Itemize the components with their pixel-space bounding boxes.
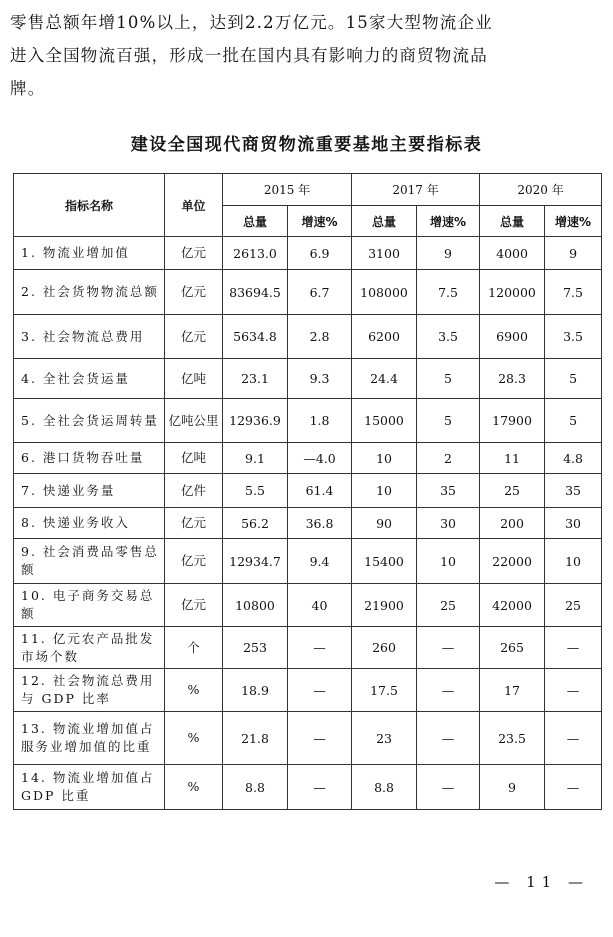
total-value: 24.4 <box>352 359 417 399</box>
header-total: 总量 <box>480 206 545 237</box>
growth-value: — <box>417 765 480 810</box>
table-row <box>14 669 602 712</box>
table-row <box>14 237 602 270</box>
total-value: 8.8 <box>223 765 288 810</box>
growth-value: 36.8 <box>288 508 352 539</box>
total-value: 2613.0 <box>223 237 288 270</box>
total-value: 5.5 <box>223 474 288 508</box>
growth-value: 35 <box>545 474 602 508</box>
indicator-name: 7. 快递业务量 <box>14 474 165 508</box>
indicator-name: 4. 全社会货运量 <box>14 359 165 399</box>
growth-value: 3.5 <box>417 315 480 359</box>
intro-line-1: 零售总额年增10%以上，达到2.2万亿元。15家大型物流企业 <box>10 13 493 32</box>
total-value: 17 <box>480 669 545 712</box>
total-value: 6900 <box>480 315 545 359</box>
indicator-unit: 亿吨 <box>165 359 223 399</box>
indicator-unit: 亿元 <box>165 508 223 539</box>
indicator-unit: 亿元 <box>165 584 223 627</box>
total-value: 9.1 <box>223 443 288 474</box>
header-unit: 单位 <box>165 174 223 237</box>
indicator-unit: 亿元 <box>165 539 223 584</box>
growth-value: 40 <box>288 584 352 627</box>
growth-value: 30 <box>417 508 480 539</box>
growth-value: 5 <box>545 399 602 443</box>
indicator-name: 5. 全社会货运周转量 <box>14 399 165 443</box>
table-row <box>14 712 602 765</box>
growth-value: — <box>417 627 480 669</box>
growth-value: 6.9 <box>288 237 352 270</box>
growth-value: 35 <box>417 474 480 508</box>
growth-value: 7.5 <box>545 270 602 315</box>
header-growth: 增速% <box>417 206 480 237</box>
total-value: 17900 <box>480 399 545 443</box>
intro-paragraph <box>10 6 606 105</box>
growth-value: — <box>545 627 602 669</box>
table-row <box>14 443 602 474</box>
indicator-unit: 亿元 <box>165 315 223 359</box>
table-row <box>14 399 602 443</box>
growth-value: 9 <box>545 237 602 270</box>
intro-line-2: 进入全国物流百强，形成一批在国内具有影响力的商贸物流品 <box>10 46 488 65</box>
total-value: 83694.5 <box>223 270 288 315</box>
growth-value: 30 <box>545 508 602 539</box>
indicator-name: 10. 电子商务交易总额 <box>14 584 165 627</box>
indicator-unit: 亿吨 <box>165 443 223 474</box>
growth-value: 4.8 <box>545 443 602 474</box>
intro-line-3: 牌。 <box>10 79 46 98</box>
growth-value: 61.4 <box>288 474 352 508</box>
total-value: 23.5 <box>480 712 545 765</box>
indicator-unit: 亿件 <box>165 474 223 508</box>
growth-value: 10 <box>545 539 602 584</box>
table-row <box>14 627 602 669</box>
indicator-name: 9. 社会消费品零售总额 <box>14 539 165 584</box>
table-row <box>14 584 602 627</box>
total-value: 28.3 <box>480 359 545 399</box>
total-value: 260 <box>352 627 417 669</box>
indicator-name: 6. 港口货物吞吐量 <box>14 443 165 474</box>
indicator-unit: % <box>165 669 223 712</box>
indicator-name: 3. 社会物流总费用 <box>14 315 165 359</box>
indicator-name: 12. 社会物流总费用与 GDP 比率 <box>14 669 165 712</box>
growth-value: — <box>288 627 352 669</box>
total-value: 17.5 <box>352 669 417 712</box>
total-value: 265 <box>480 627 545 669</box>
total-value: 23.1 <box>223 359 288 399</box>
indicator-name: 1. 物流业增加值 <box>14 237 165 270</box>
header-growth: 增速% <box>545 206 602 237</box>
growth-value: 5 <box>417 399 480 443</box>
total-value: 9 <box>480 765 545 810</box>
growth-value: — <box>417 712 480 765</box>
total-value: 22000 <box>480 539 545 584</box>
growth-value: 3.5 <box>545 315 602 359</box>
indicator-name: 14. 物流业增加值占 GDP 比重 <box>14 765 165 810</box>
indicator-unit: 个 <box>165 627 223 669</box>
growth-value: — <box>545 669 602 712</box>
table-row <box>14 359 602 399</box>
total-value: 10 <box>352 443 417 474</box>
header-name: 指标名称 <box>14 174 165 237</box>
growth-value: 10 <box>417 539 480 584</box>
total-value: 21900 <box>352 584 417 627</box>
total-value: 8.8 <box>352 765 417 810</box>
total-value: 56.2 <box>223 508 288 539</box>
total-value: 200 <box>480 508 545 539</box>
total-value: 12936.9 <box>223 399 288 443</box>
indicator-unit: 亿元 <box>165 270 223 315</box>
indicator-table <box>13 173 602 810</box>
total-value: 21.8 <box>223 712 288 765</box>
growth-value: — <box>545 765 602 810</box>
growth-value: 9 <box>417 237 480 270</box>
growth-value: — <box>545 712 602 765</box>
growth-value: 2 <box>417 443 480 474</box>
growth-value: 2.8 <box>288 315 352 359</box>
table-row <box>14 315 602 359</box>
total-value: 15000 <box>352 399 417 443</box>
growth-value: 1.8 <box>288 399 352 443</box>
total-value: 42000 <box>480 584 545 627</box>
total-value: 12934.7 <box>223 539 288 584</box>
growth-value: 5 <box>417 359 480 399</box>
indicator-unit: % <box>165 765 223 810</box>
growth-value: 25 <box>545 584 602 627</box>
total-value: 15400 <box>352 539 417 584</box>
total-value: 10 <box>352 474 417 508</box>
table-row <box>14 539 602 584</box>
growth-value: 25 <box>417 584 480 627</box>
indicator-name: 8. 快递业务收入 <box>14 508 165 539</box>
header-growth: 增速% <box>288 206 352 237</box>
table-row <box>14 474 602 508</box>
total-value: 4000 <box>480 237 545 270</box>
growth-value: 9.3 <box>288 359 352 399</box>
growth-value: — <box>417 669 480 712</box>
header-total: 总量 <box>223 206 288 237</box>
header-year-2017: 2017 年 <box>352 174 480 206</box>
growth-value: — <box>288 712 352 765</box>
table-row <box>14 765 602 810</box>
growth-value: —4.0 <box>288 443 352 474</box>
total-value: 18.9 <box>223 669 288 712</box>
indicator-unit: 亿元 <box>165 237 223 270</box>
table-title: 建设全国现代商贸物流重要基地主要指标表 <box>130 135 483 155</box>
indicator-unit: 亿吨公里 <box>165 399 223 443</box>
indicator-name: 13. 物流业增加值占服务业增加值的比重 <box>14 712 165 765</box>
header-year-2015: 2015 年 <box>223 174 352 206</box>
total-value: 253 <box>223 627 288 669</box>
indicator-name: 2. 社会货物物流总额 <box>14 270 165 315</box>
header-total: 总量 <box>352 206 417 237</box>
page-number: — 11 — <box>494 873 589 891</box>
growth-value: 5 <box>545 359 602 399</box>
growth-value: — <box>288 765 352 810</box>
table-body <box>14 237 602 810</box>
total-value: 90 <box>352 508 417 539</box>
growth-value: 7.5 <box>417 270 480 315</box>
total-value: 6200 <box>352 315 417 359</box>
total-value: 11 <box>480 443 545 474</box>
total-value: 10800 <box>223 584 288 627</box>
total-value: 23 <box>352 712 417 765</box>
indicator-unit: % <box>165 712 223 765</box>
total-value: 120000 <box>480 270 545 315</box>
indicator-name: 11. 亿元农产品批发市场个数 <box>14 627 165 669</box>
total-value: 108000 <box>352 270 417 315</box>
growth-value: 9.4 <box>288 539 352 584</box>
table-row <box>14 270 602 315</box>
total-value: 25 <box>480 474 545 508</box>
header-year-2020: 2020 年 <box>480 174 602 206</box>
total-value: 3100 <box>352 237 417 270</box>
growth-value: 6.7 <box>288 270 352 315</box>
total-value: 5634.8 <box>223 315 288 359</box>
growth-value: — <box>288 669 352 712</box>
table-row <box>14 508 602 539</box>
